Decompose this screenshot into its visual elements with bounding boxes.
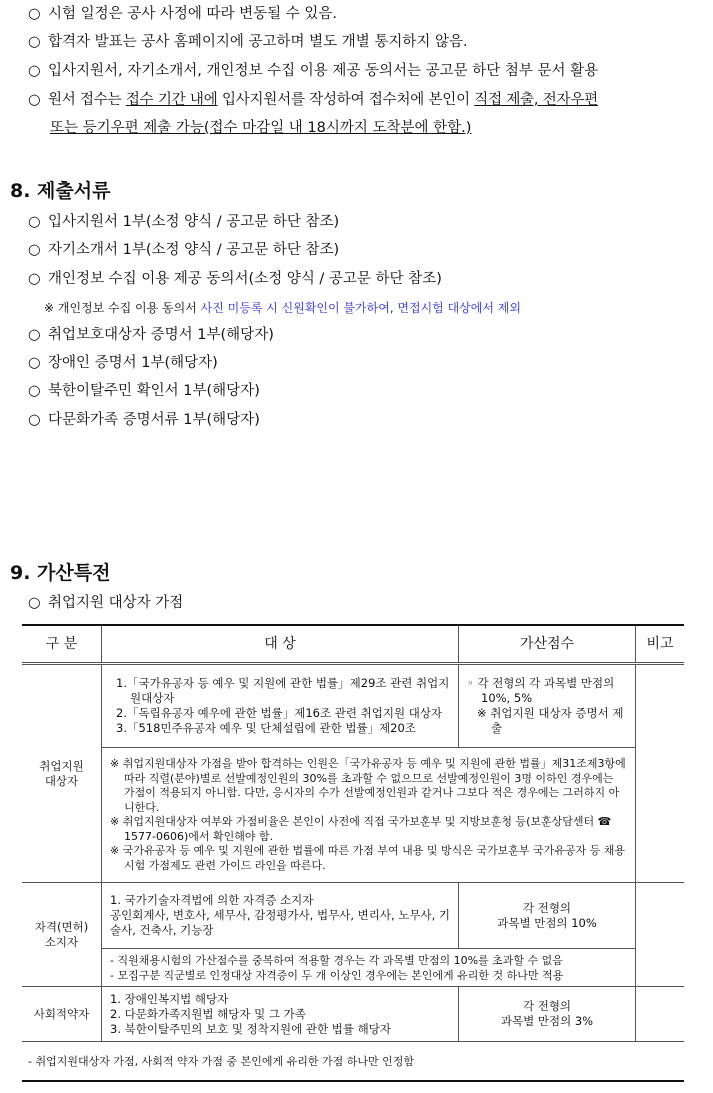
remarks-cell: [636, 664, 685, 883]
doc-item: ○ 취업보호대상자 증명서 1부(해당자): [28, 327, 274, 343]
circle-bullet-icon: ○: [28, 355, 41, 371]
submission-notice: ○ 원서 접수는 접수 기간 내에 입사지원서를 작성하여 접수처에 본인이 직접 제출, 전자우편: [28, 92, 598, 108]
header-remarks: 비고: [636, 625, 685, 664]
doc-item: ○ 다문화가족 증명서류 1부(해당자): [28, 412, 260, 428]
privacy-note: ※ 개인정보 수집 이용 동의서 사진 미등록 시 신원확인이 불가하여, 면접시험 대상에서 제외: [44, 301, 521, 315]
points-cell: 각 전형의 과목별 만점의 3%: [459, 987, 636, 1042]
circle-bullet-icon: ○: [28, 412, 41, 428]
category-socially-vulnerable: 사회적약자: [22, 987, 102, 1042]
targets-cell: 1.「국가유공자 등 예우 및 지원에 관한 법률」제29조 관련 취업지원대상자 2.「독립유공자 예우에 관한 법률」제16조 관련 취업지원 대상자 3.「518민주유공자 예우 및 단체설립에 관한 법률」제20조: [102, 664, 459, 748]
doc-item: ○ 북한이탈주민 확인서 1부(해당자): [28, 383, 260, 399]
circle-bullet-icon: ○: [28, 271, 41, 287]
doc-item: ○ 입사지원서 1부(소정 양식 / 공고문 하단 참조): [28, 214, 340, 230]
header-points: 가산점수: [459, 625, 636, 664]
circle-bullet-icon: ○: [28, 327, 41, 343]
circle-bullet-icon: ○: [28, 92, 41, 108]
employment-notes: ※ 취업지원대상자 가점을 받아 합격하는 인원은「국가유공자 등 예우 및 지원에 관한 법률」제31조제3항에 따라 직렬(분야)별로 선발예정인원의 30%를 초과할 수 없으므로 선발예정인원이 3명 이하인 경우에는 가점이 적용되지 아니함. 다만, 응시자의 수가 선발예정인원과 같거나 그보다 적은 경우에는 그러하지 아니한다. ※ 취업지원대상자 여부와 가점비율은 본인이 사전에 직접 국가보훈부 및 지방보훈청 등(보훈상담센터 ☎ 1577-0606)에서 확인해야 함. ※ 국가유공자 등 예우 및 지원에 관한 법률에 따른 가점 부여 내용 및 방식은 국가보훈부 국가유공자 등 채용시험 가점제도 관련 가이드 라인을 따른다.: [102, 748, 636, 883]
doc-item: ○ 개인정보 수집 이용 제공 동의서(소정 양식 / 공고문 하단 참조): [28, 271, 442, 287]
points-cell: 각 전형의 과목별 만점의 10%: [459, 883, 636, 949]
remarks-cell: [636, 987, 685, 1042]
targets-cell: 1. 국가기술자격법에 의한 자격증 소지자 공인회계사, 변호사, 세무사, 감정평가사, 법무사, 변리사, 노무사, 기술사, 건축사, 기능장: [102, 883, 459, 949]
header-target: 대 상: [102, 625, 459, 664]
license-notes: - 직원채용시험의 가산점수를 중복하여 적용할 경우는 각 과목별 만점의 10%를 초과할 수 없음 - 모집구분 직군별로 인정대상 자격증이 두 개 이상인 경우에는 본인에게 유리한 것 하나만 적용: [102, 949, 636, 987]
category-license-holder: 자격(면허) 소지자: [22, 883, 102, 987]
targets-cell: 1. 장애인복지법 해당자 2. 다문화가족지원법 해당자 및 그 가족 3. 북한이탈주민의 보호 및 정착지원에 관한 법률 해당자: [102, 987, 459, 1042]
circle-bullet-icon: ○: [28, 595, 41, 611]
section-9-subtitle: ○ 취업지원 대상자 가점: [28, 595, 184, 611]
submission-notice-cont: 또는 등기우편 제출 가능(접수 마감일 내 18시까지 도착분에 한함.): [50, 120, 472, 136]
doc-item: ○ 장애인 증명서 1부(해당자): [28, 355, 218, 371]
doc-item: ○ 자기소개서 1부(소정 양식 / 공고문 하단 참조): [28, 242, 340, 258]
points-cell: ◦ 각 전형의 각 과목별 만점의 10%, 5% ※ 취업지원 대상자 증명서 제출: [459, 664, 636, 748]
circle-bullet-icon: ○: [28, 383, 41, 399]
circle-bullet-icon: ○: [28, 242, 41, 258]
notice-item: ○ 시험 일정은 공사 사정에 따라 변동될 수 있음.: [28, 6, 337, 22]
notice-item: ○ 합격자 발표는 공사 홈페이지에 공고하며 별도 개별 통지하지 않음.: [28, 34, 468, 50]
table-footnote: - 취업지원대상자 가점, 사회적 약자 가점 중 본인에게 유리한 가점 하나만 인정함: [22, 1042, 684, 1082]
circle-bullet-icon: ○: [28, 63, 41, 79]
remarks-cell: [636, 883, 685, 987]
bonus-points-table: [22, 624, 684, 1082]
circle-bullet-icon: ○: [28, 6, 41, 22]
section-8-title: 8. 제출서류: [10, 180, 111, 202]
header-category: 구 분: [22, 625, 102, 664]
circle-bullet-icon: ○: [28, 214, 41, 230]
category-employment-support: 취업지원 대상자: [22, 664, 102, 883]
section-9-title: 9. 가산특전: [10, 562, 111, 584]
circle-bullet-icon: ○: [28, 34, 41, 50]
notice-item: ○ 입사지원서, 자기소개서, 개인정보 수집 이용 제공 동의서는 공고문 하단 첨부 문서 활용: [28, 63, 599, 79]
